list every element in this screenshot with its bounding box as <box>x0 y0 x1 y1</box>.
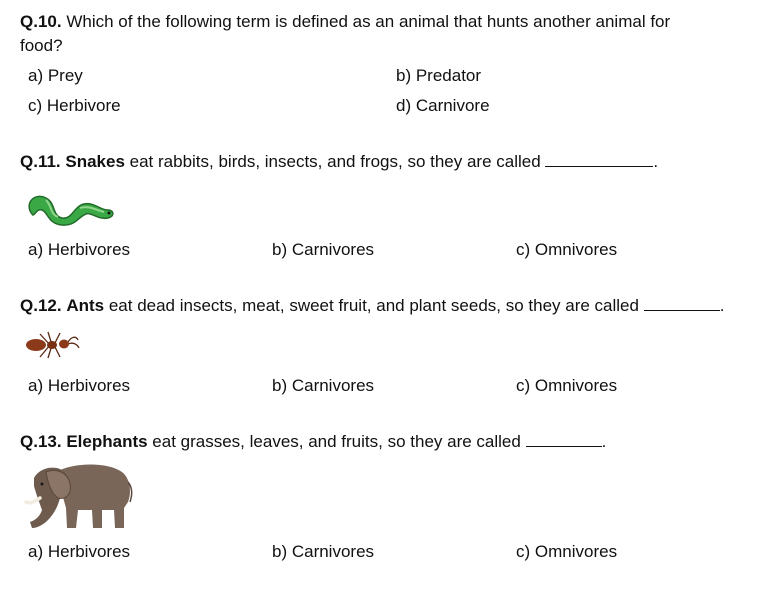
option-a[interactable]: a) Herbivores <box>28 376 131 395</box>
question-text: eat rabbits, birds, insects, and frogs, so they are called <box>124 152 546 171</box>
option-b[interactable]: b) Carnivores <box>272 542 375 561</box>
question-end: . <box>719 296 725 315</box>
option-a[interactable]: a) Herbivores <box>28 240 131 259</box>
option-a[interactable]: a) Herbivores <box>28 542 131 561</box>
elephant-icon <box>20 458 134 532</box>
option-b[interactable]: b) Predator <box>396 66 482 85</box>
question-text: Which of the following term is defined as an animal that hunts another animal for <box>66 12 671 31</box>
ant-icon <box>24 330 80 360</box>
question-number: Q.13. <box>20 432 62 451</box>
question-10-line-1 <box>20 12 670 32</box>
option-c[interactable]: c) Omnivores <box>516 376 618 395</box>
question-12 <box>20 296 724 316</box>
question-end: . <box>601 432 607 451</box>
question-number: Q.11. <box>20 152 61 171</box>
option-c[interactable]: c) Herbivore <box>28 96 121 115</box>
option-b[interactable]: b) Carnivores <box>272 240 375 259</box>
option-a[interactable]: a) Prey <box>28 66 83 85</box>
snake-icon <box>22 190 116 228</box>
question-number: Q.10. <box>20 12 62 31</box>
option-b[interactable]: b) Carnivores <box>272 376 375 395</box>
question-text: eat dead insects, meat, sweet fruit, and plant seeds, so they are called <box>104 296 644 315</box>
answer-blank[interactable] <box>545 152 653 167</box>
question-11 <box>20 152 658 172</box>
question-text: eat grasses, leaves, and fruits, so they are called <box>147 432 526 451</box>
answer-blank[interactable] <box>644 296 720 311</box>
question-number: Q.12. <box>20 296 62 315</box>
option-c[interactable]: c) Omnivores <box>516 542 618 561</box>
question-end: . <box>653 152 659 171</box>
option-c[interactable]: c) Omnivores <box>516 240 618 259</box>
question-subject: Ants <box>66 296 105 315</box>
option-d[interactable]: d) Carnivore <box>396 96 490 115</box>
answer-blank[interactable] <box>526 432 602 447</box>
question-subject: Snakes <box>65 152 125 171</box>
question-subject: Elephants <box>66 432 148 451</box>
question-10-line-2: food? <box>20 36 63 55</box>
question-13 <box>20 432 606 452</box>
